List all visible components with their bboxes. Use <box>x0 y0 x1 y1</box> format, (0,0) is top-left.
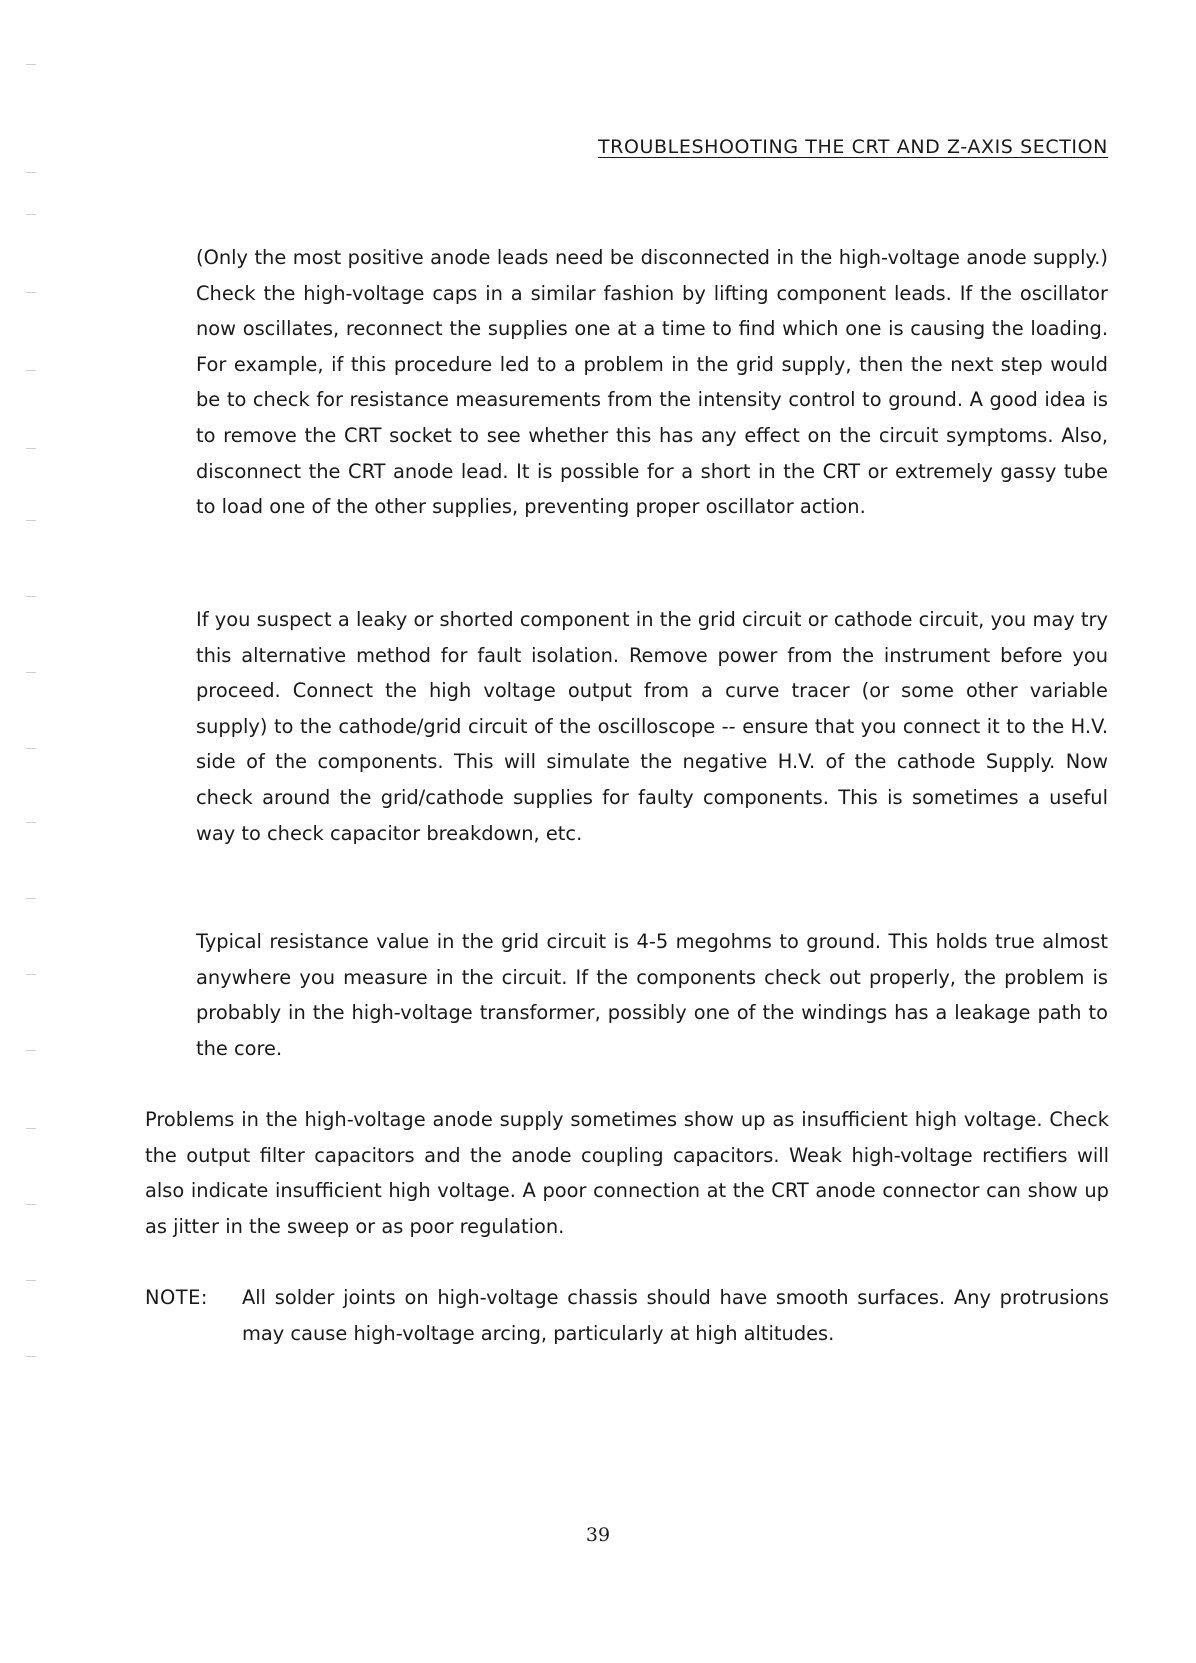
margin-scan-marks <box>26 40 42 1440</box>
note-text: All solder joints on high-voltage chassis should have smooth surfaces. Any protrusions may cause high-voltage arcing, particularly at high altitudes. <box>242 1286 1109 1345</box>
running-header-title: TROUBLESHOOTING THE CRT AND Z-AXIS SECTION <box>597 136 1108 158</box>
note-label: NOTE: <box>145 1286 208 1309</box>
page-number: 39 <box>585 1524 611 1546</box>
paragraph-fault-isolation: If you suspect a leaky or shorted component in the grid circuit or cathode circuit, you may try this alternative method for fault isolation. Remove power from the instrument before you proceed. Connect the high voltage output from a curve tracer (or some other variable supply) to the cathode/grid circuit of the oscilloscope -- ensure that you connect it to the H.V. side of the components. This will simulate the negative H.V. of the cathode Supply. Now check around the grid/cathode supplies for faulty components. This is sometimes a useful way to check capacitor breakdown, etc. <box>196 608 1108 845</box>
note-block <box>145 1280 1109 1351</box>
paragraph-anode-supply-problems: Problems in the high-voltage anode supply sometimes show up as insufficient high voltage. Check the output filter capacitors and the anode coupling capacitors. Weak high-voltage rectifiers will also indicate insufficient high voltage. A poor connection at the CRT anode connector can show up as jitter in the sweep or as poor regulation. <box>145 1108 1109 1238</box>
paragraph-grid-resistance: Typical resistance value in the grid circuit is 4-5 megohms to ground. This holds true almost anywhere you measure in the circuit. If the components check out properly, the problem is probably in the high-voltage transformer, possibly one of the windings has a leakage path to the core. <box>196 930 1108 1060</box>
paragraph-anode-leads: (Only the most positive anode leads need be disconnected in the high-voltage anode supply.) Check the high-voltage caps in a similar fashion by lifting component leads. If the oscillator now oscillates, reconnect the supplies one at a time to find which one is causing the loading. For example, if this procedure led to a problem in the grid supply, then the next step would be to check for resistance measurements from the intensity control to ground. A good idea is to remove the CRT socket to see whether this has any effect on the circuit symptoms. Also, disconnect the CRT anode lead. It is possible for a short in the CRT or extremely gassy tube to load one of the other supplies, preventing proper oscillator action. <box>196 246 1108 519</box>
